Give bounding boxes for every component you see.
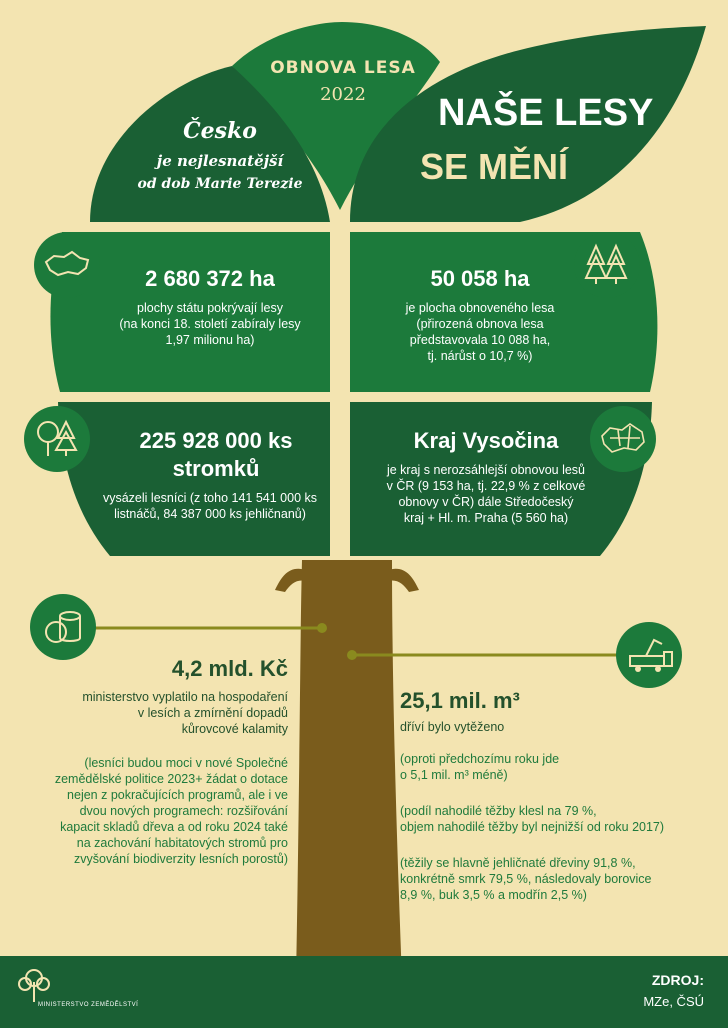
timber-note1-line2: o 5,1 mil. m³ méně)	[400, 768, 508, 782]
badge-year: 2022	[320, 84, 366, 105]
money-note-line4: dvou nových programech: rozšiřování	[79, 804, 288, 818]
timber-note3-line1: (těžily se hlavně jehličnaté dřeviny 91,8 %,	[400, 856, 636, 870]
czech-map-icon	[34, 232, 100, 298]
timber-value: 25,1 mil. m³	[400, 688, 520, 713]
money-note-line3: nejen z pokračujících programů, ale i ve	[67, 788, 288, 802]
timber-note2-line2: objem nahodilé těžby byl nejnižší od roku 2017)	[400, 820, 665, 834]
renewed-value: 50 058 ha	[430, 266, 530, 291]
money-note-line5: kapacit skladů dřeva a od roku 2024 také	[60, 820, 288, 834]
money-note-line6: na zachování habitatových stromů pro	[76, 836, 288, 850]
money-note-line2: zemědělské politice 2023+ žádat o dotace	[54, 772, 288, 786]
money-line1: ministerstvo vyplatilo na hospodaření	[82, 690, 288, 704]
area-line1: plochy státu pokrývají lesy	[137, 301, 283, 315]
money-note-line7: zvyšování biodiverzity lesních porostů)	[74, 852, 288, 866]
timber-truck-icon	[616, 622, 682, 688]
renewed-line3: představovala 10 088 ha,	[409, 333, 551, 347]
left-leaf-line2: je nejlesnatější	[156, 152, 284, 170]
region-line2: v ČR (9 153 ha, tj. 22,9 % z celkové	[386, 479, 586, 493]
trees-line2: listnáčů, 84 387 000 ks jehličnanů)	[114, 507, 306, 521]
timber-note3-line2: konkrétně smrk 79,5 %, následovaly borovice	[400, 872, 652, 886]
badge-title: OBNOVA LESA	[270, 58, 416, 78]
renewed-line1: je plocha obnoveného lesa	[405, 301, 555, 315]
renewed-line2: (přirozená obnova lesa	[416, 317, 544, 331]
ministry-logo-icon	[14, 964, 54, 1004]
left-leaf-line3: od dob Marie Terezie	[137, 176, 303, 192]
page-title-line1: NAŠE LESY	[438, 92, 654, 134]
region-line4: kraj + Hl. m. Praha (5 560 ha)	[403, 511, 569, 525]
area-value: 2 680 372 ha	[145, 266, 275, 291]
timber-line: dříví bylo vytěženo	[400, 720, 505, 734]
left-leaf-line1: Česko	[183, 118, 257, 144]
trees-value-unit: stromků	[172, 456, 260, 481]
timber-note3-line3: 8,9 %, buk 3,5 % a modřín 2,5 %)	[400, 888, 587, 902]
timber-note1-line1: (oproti předchozímu roku jde	[400, 752, 560, 766]
area-line2: (na konci 18. století zabíraly lesy	[119, 317, 301, 331]
source-value: MZe, ČSÚ	[643, 994, 704, 1009]
money-value: 4,2 mld. Kč	[171, 656, 288, 681]
money-line3: kůrovcové kalamity	[181, 722, 288, 736]
money-line2: v lesích a zmírnění dopadů	[137, 706, 288, 720]
region-line1: je kraj s nerozsáhlejší obnovou lesů	[386, 463, 586, 477]
coins-icon	[30, 594, 96, 660]
renewed-line4: tj. nárůst o 10,7 %)	[427, 349, 533, 363]
trees-value: 225 928 000 ks	[139, 428, 293, 453]
source-label: ZDROJ:	[651, 972, 704, 988]
page-title-line2: SE MĚNÍ	[420, 146, 569, 187]
trees-line1: vysázeli lesníci (z toho 141 541 000 ks	[102, 491, 317, 505]
region-line3: obnovy v ČR) dále Středočeský	[398, 495, 574, 509]
money-note-line1: (lesníci budou moci v nové Společné	[84, 756, 288, 770]
tree-icon	[24, 406, 90, 472]
region-value: Kraj Vysočina	[413, 428, 559, 453]
timber-note2-line1: (podíl nahodilé těžby klesl na 79 %,	[400, 804, 597, 818]
ministry-name: MINISTERSTVO ZEMĚDĚLSTVÍ	[38, 1002, 139, 1008]
area-line3: 1,97 milionu ha)	[165, 333, 255, 347]
